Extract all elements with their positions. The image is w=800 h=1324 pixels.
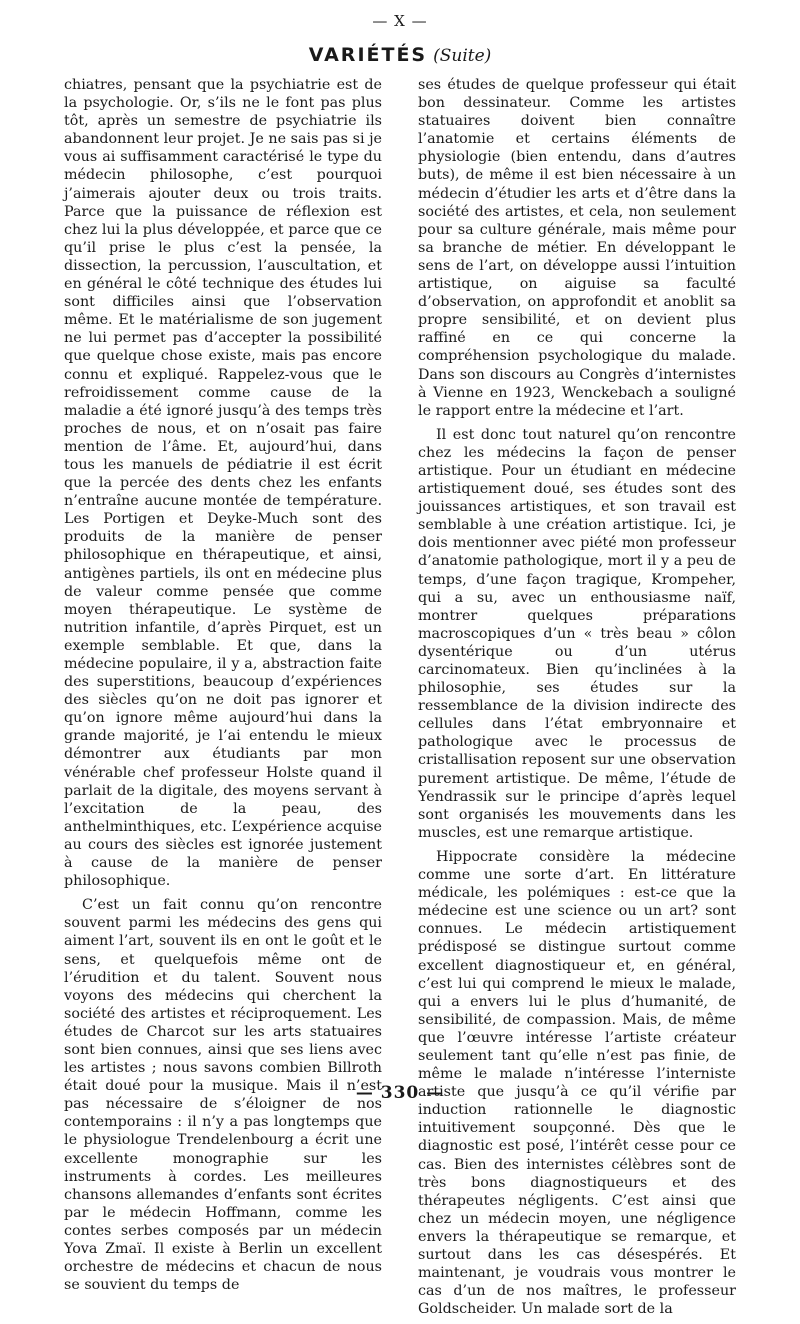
left-column xyxy=(64,76,382,1300)
title-suite: (Suite) xyxy=(433,46,492,66)
paragraph: chiatres, pensant que la psychiatrie est de la psychologie. Or, s’ils ne le font pas plus tôt, après un semestre de psychiatrie ils abandonnent leur projet. Je ne sais pas si je vous ai suffisamment caractérisé le type du médecin philosophe, c’est pourquoi j’aimerais ajouter deux ou trois traits. Parce que la puissance de réflexion est chez lui la plus développée, et parce que ce qu’il prise le plus c’est la pensée, la dissection, la percussion, l’auscultation, et en général le côté technique des études lui sont difficiles ainsi que l’observation même. Et le matérialisme de son jugement ne lui permet pas d’accepter la possibilité que quelque chose existe, mais pas encore connu et expliqué. Rappelez-vous que le refroidissement comme cause de la maladie a été ignoré jusqu’à des temps très proches de nous, et on n’osait pas faire mention de l’âme. Et, aujourd’hui, dans tous les manuels de pédiatrie il est écrit que la percée des dents chez les enfants n’entraîne aucune montée de température. Les Portigen et Deyke-Much sont des produits de la manière de penser philosophique en thérapeutique, et ainsi, antigènes partiels, ils ont en médecine plus de valeur comme pensée que comme moyen thérapeutique. Le système de nutrition infantile, d’après Pirquet, est un exemple semblable. Et que, dans la médecine populaire, il y a, abstraction faite des superstitions, beaucoup d’expériences des siècles qu’on ne doit pas ignorer et qu’on ignore même aujourd’hui dans la grande majorité, je l’ai entendu le mieux démontrer aux étudiants par mon vénérable chef professeur Holste quand il parlait de la digitale, des moyens servant à l’excitation de la peau, des anthelminthiques, etc. L’expérience acquise au cours des siècles est ignorée justement à cause de la manière de penser philosophique. xyxy=(64,77,382,890)
paragraph: Hippocrate considère la médecine comme une sorte d’art. En littérature médicale, les polémiques : est-ce que la médecine est une science ou un art? sont connues. Le médecin artistiquement prédisposé se distingue surtout comme excellent diagnostiqueur et, en général, c’est lui qui comprend le mieux le malade, qui a envers lui le plus d’humanité, de sensibilité, de compassion. Mais, de même que l’œuvre intéresse l’artiste créateur seulement tant qu’elle n’est pas finie, de même le malade n’intéresse l’interniste artiste que jusqu’à ce qu’il vérifie par induction rationnelle le diagnostic intuitivement soupçonné. Dès que le diagnostic est posé, l’intérêt cesse pour ce cas. Bien des internistes célèbres sont de très bons diagnostiqueurs et des thérapeutes négligents. C’est ainsi que chez un médecin moyen, une négligence envers la thérapeutique se remarque, et surtout dans les cas désespérés. Et maintenant, je voudrais vous montrer le cas d’un de nos maîtres, le professeur Goldscheider. Un malade sort de la xyxy=(418,848,736,1318)
page-title xyxy=(0,44,800,66)
paragraph: C’est un fait connu qu’on rencontre souvent parmi les médecins des gens qui aiment l’art, souvent ils en ont le goût et le sens, et quelquefois même ont de l’érudition et du talent. Souvent nous voyons des médecins qui cherchent la société des artistes et réciproquement. Les études de Charcot sur les arts statuaires sont bien connues, ainsi que ses liens avec les artistes ; nous savons combien Billroth était doué pour la musique. Mais il n’est pas nécessaire de s’éloigner de nos contemporains : il n’y a pas longtemps que le physiologue Trendelenbourg a écrit une excellente monographie sur les instruments à cordes. Les meilleures chansons allemandes d’enfants sont écrites par le médecin Hoffmann, comme les contes serbes composés par un médecin Yova Zmaï. Il existe à Berlin un excellent orchestre de médecins et chacun de nous se souvient du temps de xyxy=(64,897,382,1294)
paragraph: ses études de quelque professeur qui était bon dessinateur. Comme les artistes statuaires doivent bien connaître l’anatomie et certains éléments de physiologie (bien entendu, dans d’autres buts), de même il est bien nécessaire à un médecin d’étudier les arts et d’être dans la société des artistes, et cela, non seulement pour sa culture générale, mais même pour sa branche de métier. En développant le sens de l’art, on développe aussi l’intuition artistique, on aiguise sa faculté d’observation, on approfondit et anoblit sa propre sensibilité, et on devient plus raffiné en ce qui concerne la compréhension psychologique du malade. Dans son discours au Congrès d’internistes à Vienne en 1923, Wenckebach a souligné le rapport entre la médecine et l’art. xyxy=(418,77,736,419)
title-text: VARIÉTÉS xyxy=(308,44,428,66)
right-column xyxy=(418,76,736,1324)
section-roman-numeral: — X — xyxy=(372,12,428,30)
paragraph: Il est donc tout naturel qu’on rencontre chez les médecins la façon de penser artistique. Pour un étudiant en médecine artistiquement doué, ses études sont des jouissances artistiques, et son travail est semblable à une création artistique. Ici, je dois mentionner avec piété mon professeur d’anatomie pathologique, mort il y a peu de temps, d’une façon tragique, Krompeher, qui a su, avec un enthousiasme naïf, montrer quelques préparations macroscopiques d’un « très beau » côlon dysentérique ou d’un utérus carcinomateux. Bien qu’inclinées à la philosophie, ses études sur la ressemblance de la division indirecte des cellules dans l’état embryonnaire et pathologique avec le processus de cristallisation reposent sur une observation purement artistique. De même, l’étude de Yendrassik sur le principe d’après lequel sont organisés les mouvements dans les muscles, est une remarque artistique. xyxy=(418,426,736,841)
page-number: — 330 — xyxy=(355,1083,445,1103)
